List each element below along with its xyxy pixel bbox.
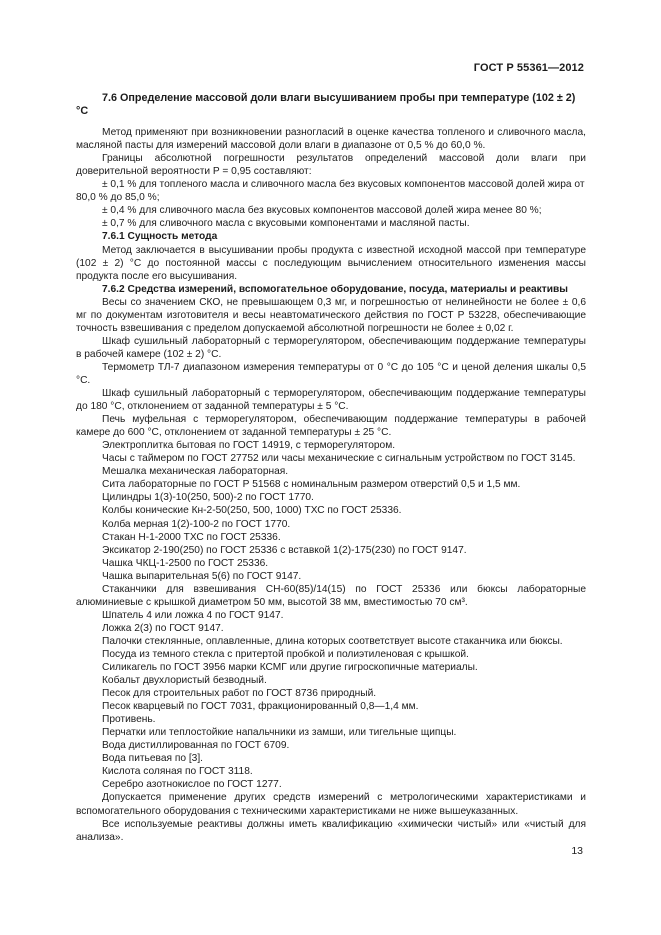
list-item: Кислота соляная по ГОСТ 3118. — [102, 766, 253, 778]
list-item: Противень. — [102, 714, 156, 726]
list-item: Ложка 2(3) по ГОСТ 9147. — [102, 622, 224, 634]
list-item: Мешалка механическая лабораторная. — [102, 466, 289, 478]
list-item: Сита лабораторные по ГОСТ Р 51568 с номинальным размером отверстий 0,5 и 1,5 мм. — [102, 479, 521, 491]
paragraph: ± 0,7 % для сливочного масла с вкусовыми компонентами и масляной пасты. — [102, 218, 470, 230]
list-item: Посуда из темного стекла с притертой пробкой и полиэтиленовая с крышкой. — [102, 648, 469, 660]
paragraph: Границы абсолютной погрешности результатов определений массовой доли влаги при доверительной вероятности P = 0,95 составляют: — [76, 153, 586, 178]
list-item: Песок кварцевый по ГОСТ 7031, фракционированный 0,8—1,4 мм. — [102, 701, 419, 713]
list-item: Вода питьевая по [3]. — [102, 753, 204, 765]
paragraph: ± 0,1 % для топленого масла и сливочного масла без вкусовых компонентов массовой долей жира от 80,0 % до 85,0 %; — [76, 179, 585, 204]
subsection-title: 7.6.1 Сущность метода — [102, 231, 218, 243]
page-number: 13 — [571, 845, 583, 857]
list-item: Электроплитка бытовая по ГОСТ 14919, с терморегулятором. — [102, 440, 396, 452]
list-item: Серебро азотнокислое по ГОСТ 1277. — [102, 779, 282, 791]
list-item: Шпатель 4 или ложка 4 по ГОСТ 9147. — [102, 609, 284, 621]
subsection-title: 7.6.2 Средства измерений, вспомогательное оборудование, посуда, материалы и реактивы — [102, 283, 568, 295]
paragraph: Метод заключается в высушивании пробы продукта с известной исходной массой при температуре (102 ± 2) °С до постоянной массы с последующим вычислением относительного изменения массы продукта после его высушивания. — [76, 244, 586, 282]
page-content — [76, 92, 586, 844]
list-item: Шкаф сушильный лабораторный с терморегулятором, обеспечивающим поддержание температуры до 180 °С, отклонением от заданной температуры ± 5 °С. — [76, 388, 586, 413]
list-item: Эксикатор 2-190(250) по ГОСТ 25336 с вставкой 1(2)-175(230) по ГОСТ 9147. — [102, 544, 467, 556]
list-item: Силикагель по ГОСТ 3956 марки КСМГ или другие гигроскопичные материалы. — [102, 662, 478, 674]
equipment-list — [76, 296, 586, 844]
list-item: Печь муфельная с терморегулятором, обеспечивающим поддержание температуры в рабочей камере до 600 °С, отклонением от заданной температуры ± 25 °С. — [76, 414, 586, 439]
list-item: Стаканчики для взвешивания СН-60(85)/14(15) по ГОСТ 25336 или бюксы лабораторные алюминиевые с крышкой диаметром 50 мм, высотой 38 мм, вместимостью 70 см³. — [76, 583, 586, 608]
list-item: Колба мерная 1(2)-100-2 по ГОСТ 1770. — [102, 518, 291, 530]
list-item: Колбы конические Кн-2-50(250, 500, 1000) ТХС по ГОСТ 25336. — [102, 505, 402, 517]
list-item: Чашка выпарительная 5(6) по ГОСТ 9147. — [102, 570, 302, 582]
paragraph: Метод применяют при возникновении разногласий в оценке качества топленого и сливочного масла, масляной пасты для измерений массовой доли влаги в диапазоне от 0,5 % до 60,0 %. — [76, 127, 586, 152]
paragraph: ± 0,4 % для сливочного масла без вкусовых компонентов массовой долей жира менее 80 %; — [102, 205, 542, 217]
list-item: Чашка ЧКЦ-1-2500 по ГОСТ 25336. — [102, 557, 269, 569]
list-item: Стакан Н-1-2000 ТХС по ГОСТ 25336. — [102, 531, 281, 543]
list-item: Песок для строительных работ по ГОСТ 8736 природный. — [102, 688, 377, 700]
list-item: Допускается применение других средств измерений с метрологическими характеристиками и вспомогательного оборудования с техническими характеристиками не ниже вышеуказанных. — [76, 792, 586, 817]
list-item: Термометр ТЛ-7 диапазоном измерения температуры от 0 °С до 105 °С и ценой деления шкалы 0,5 °С. — [76, 361, 586, 386]
list-item: Весы со значением СКО, не превышающем 0,3 мг, и погрешностью от нелинейности не более ± 0,6 мг по документам изготовителя и весы неавтоматического действия по ГОСТ Р 53228, обеспечивающие точность взвешивания с пределом допускаемой абсолютной погрешности не более ± 0,02 г. — [76, 296, 586, 334]
section-title: 7.6 Определение массовой доли влаги высушиванием пробы при температуре (102 ± 2) °С — [76, 92, 576, 118]
list-item: Часы с таймером по ГОСТ 27752 или часы механические с сигнальным устройством по ГОСТ 3145. — [102, 453, 576, 465]
list-item: Перчатки или теплостойкие напальчники из замши, или тигельные щипцы. — [102, 727, 457, 739]
list-item: Цилиндры 1(3)-10(250, 500)-2 по ГОСТ 1770. — [102, 492, 314, 504]
document-id: ГОСТ Р 55361—2012 — [473, 62, 584, 74]
list-item: Вода дистиллированная по ГОСТ 6709. — [102, 740, 290, 752]
list-item: Шкаф сушильный лабораторный с терморегулятором, обеспечивающим поддержание температуры в рабочей камере (102 ± 2) °С. — [76, 335, 586, 360]
list-item: Палочки стеклянные, оплавленные, длина которых соответствует высоте стаканчика или бюксы. — [102, 635, 563, 647]
list-item: Все используемые реактивы должны иметь квалификацию «химически чистый» или «чистый для анализа». — [76, 818, 586, 843]
list-item: Кобальт двухлористый безводный. — [102, 675, 267, 687]
